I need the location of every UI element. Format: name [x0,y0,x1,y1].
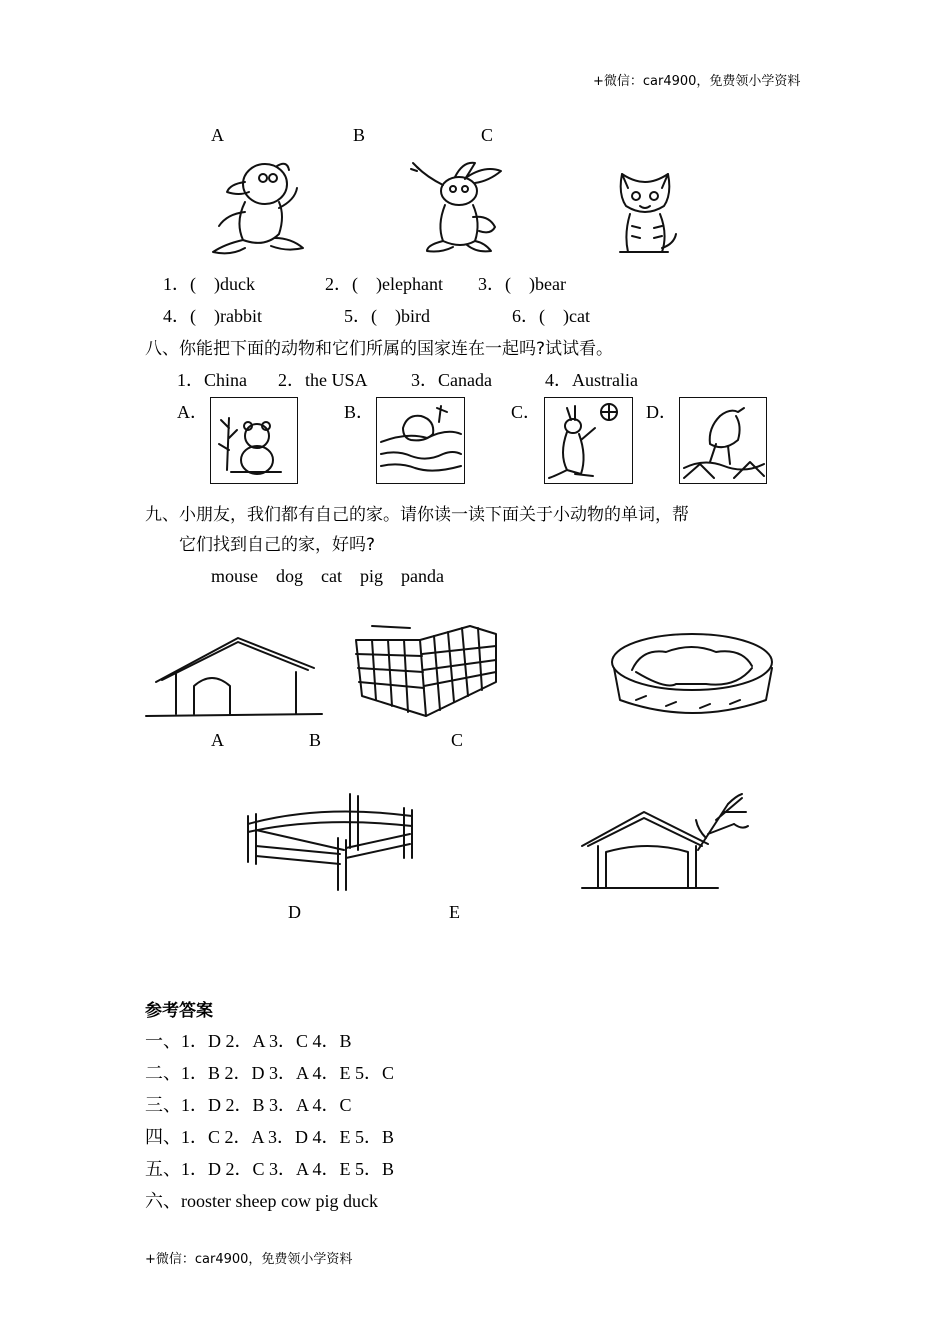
doghouse-image [146,632,322,722]
animal-word-list: mouse dog cat pig panda [211,566,444,586]
home-label-b: B [309,730,322,750]
country-usa: 2．the USA [278,370,368,390]
kangaroo-picture [544,397,633,484]
home-label-a: A [211,730,224,750]
header-wechat-note: +微信：car4900，免费领小学资料 [593,74,801,89]
panda-picture [210,397,298,484]
home-label-e: E [449,902,460,922]
home-label-d: D [288,902,301,922]
option-label-a: A [211,125,224,145]
fence-pen-image [240,790,420,894]
item-2-elephant: 2．( )elephant [325,274,443,294]
option-b-label: B． [344,402,375,422]
bird-icon [680,398,765,482]
option-label-b: B [353,125,366,145]
option-c-label: C． [511,402,542,422]
shelter-image [578,790,750,894]
bird-picture [679,397,767,484]
section-9-question-line1: 九、小朋友，我们都有自己的家。请你读一读下面关于小动物的单词，帮 [145,505,689,525]
cat-image [610,164,680,260]
country-china: 1．China [177,370,247,390]
answers-title: 参考答案 [145,1001,213,1021]
duck-image [205,152,310,260]
country-canada: 3．Canada [411,370,492,390]
item-1-duck: 1．( )duck [163,274,255,294]
item-5-bird: 5．( )bird [344,306,430,326]
option-label-c: C [481,125,494,145]
beaver-icon [377,398,463,482]
kangaroo-icon [545,398,631,482]
cage-image [350,622,500,718]
answer-line-6: 六、rooster sheep cow pig duck [145,1191,378,1211]
beaver-picture [376,397,465,484]
answer-line-1: 一、1．D 2．A 3．C 4．B [145,1031,352,1051]
item-3-bear: 3．( )bear [478,274,566,294]
section-9-question-line2: 它们找到自己的家，好吗? [179,535,376,555]
home-label-c: C [451,730,464,750]
section-8-question: 八、你能把下面的动物和它们所属的国家连在一起吗?试试看。 [145,339,614,359]
option-a-label: A． [177,402,208,422]
footer-wechat-note: +微信：car4900，免费领小学资料 [145,1252,353,1267]
country-australia: 4．Australia [545,370,638,390]
item-4-rabbit: 4．( )rabbit [163,306,262,326]
answer-line-3: 三、1．D 2．B 3．A 4．C [145,1095,352,1115]
panda-icon [211,398,296,482]
answer-line-2: 二、1．B 2．D 3．A 4．E 5．C [145,1063,395,1083]
rabbit-image [405,155,520,255]
answer-line-4: 四、1．C 2．A 3．D 4．E 5．B [145,1127,395,1147]
basket-image [606,630,776,720]
option-d-label: D． [646,402,677,422]
item-6-cat: 6．( )cat [512,306,590,326]
answer-line-5: 五、1．D 2．C 3．A 4．E 5．B [145,1159,395,1179]
